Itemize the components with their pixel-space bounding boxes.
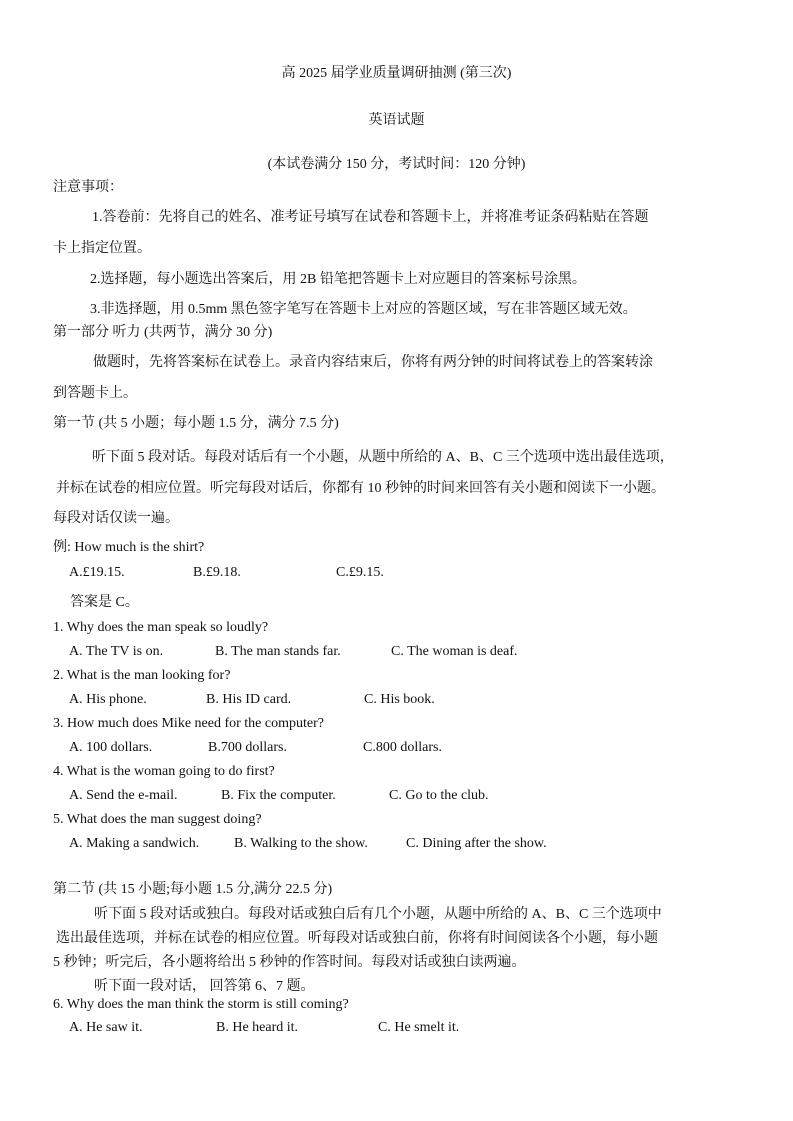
question-5-option-b: B. Walking to the show. [234,836,368,851]
section2-intro-cont: 选出最佳选项，并标在试卷的相应位置。听每段对话或独白前，你将有时间阅读各个小题，每小题 [56,931,658,946]
question-6-option-b: B. He heard it. [216,1020,299,1035]
question-4-option-b: B. Fix the computer. [221,788,336,803]
question-6: 6. Why does the man think the storm is still coming? [53,997,349,1012]
exam-info: (本试卷满分 150 分，考试时间：120 分钟) [267,157,526,172]
section1-heading: 第一节 (共 5 小题；每小题 1.5 分，满分 7.5 分) [53,416,339,431]
example-option-a: A.£19.15. [69,565,125,580]
question-2-option-a: A. His phone. [69,692,147,707]
question-1-option-b: B. The man stands far. [215,644,341,659]
section1-intro: 听下面 5 段对话。每段对话后有一个小题，从题中所给的 A、B、C 三个选项中选出最佳选项， [92,450,674,465]
question-4-option-a: A. Send the e-mail. [69,788,178,803]
question-6-option-a: A. He saw it. [69,1020,143,1035]
exam-title: 高 2025 届学业质量调研抽测 (第三次) [281,66,512,81]
question-3-option-a: A. 100 dollars. [69,740,153,755]
section2-instruction: 听下面一段对话， 回答第 6、7 题。 [94,979,315,994]
question-1-option-a: A. The TV is on. [69,644,164,659]
example-option-c: C.£9.15. [336,565,384,580]
example-answer: 答案是 C。 [70,595,139,610]
example-question: 例: How much is the shirt? [53,540,205,555]
part1-intro: 做题时，先将答案标在试卷上。录音内容结束后，你将有两分钟的时间将试卷上的答案转涂 [93,355,653,370]
question-3-option-c: C.800 dollars. [363,740,442,755]
question-1: 1. Why does the man speak so loudly? [53,620,269,635]
section2-intro: 听下面 5 段对话或独白。每段对话或独白后有几个小题，从题中所给的 A、B、C 三个选项中 [94,907,662,922]
part1-intro-cont: 到答题卡上。 [53,386,137,401]
question-5: 5. What does the man suggest doing? [53,812,262,827]
subject-title: 英语试题 [368,113,425,128]
notice-heading: 注意事项： [53,180,123,195]
question-3: 3. How much does Mike need for the computer? [53,716,324,731]
question-3-option-b: B.700 dollars. [208,740,287,755]
question-5-option-a: A. Making a sandwich. [69,836,200,851]
notice-item-2: 2.选择题，每小题选出答案后，用 2B 铅笔把答题卡上对应题目的答案标号涂黑。 [90,272,586,287]
notice-item-1-cont: 卡上指定位置。 [53,241,151,256]
question-1-option-c: C. The woman is deaf. [391,644,518,659]
question-2-option-b: B. His ID card. [206,692,292,707]
question-4-option-c: C. Go to the club. [389,788,489,803]
question-6-option-c: C. He smelt it. [378,1020,460,1035]
part1-heading: 第一部分 听力 (共两节，满分 30 分) [53,325,273,340]
section2-heading: 第二节 (共 15 小题;每小题 1.5 分,满分 22.5 分) [53,882,333,897]
example-option-b: B.£9.18. [193,565,241,580]
section1-intro-cont2: 每段对话仅读一遍。 [53,511,179,526]
section1-intro-cont: 并标在试卷的相应位置。听完每段对话后，你都有 10 秒钟的时间来回答有关小题和阅读下一小题。 [56,481,665,496]
notice-item-1: 1.答卷前：先将自己的姓名、准考证号填写在试卷和答题卡上，并将准考证条码粘贴在答题 [92,210,649,225]
question-5-option-c: C. Dining after the show. [406,836,547,851]
notice-item-3: 3.非选择题，用 0.5mm 黑色签字笔写在答题卡上对应的答题区域，写在非答题区域无效。 [90,302,637,317]
question-2-option-c: C. His book. [364,692,435,707]
question-4: 4. What is the woman going to do first? [53,764,275,779]
section2-intro-cont2: 5 秒钟；听完后，各小题将给出 5 秒钟的作答时间。每段对话或独白读两遍。 [53,955,526,970]
question-2: 2. What is the man looking for? [53,668,231,683]
